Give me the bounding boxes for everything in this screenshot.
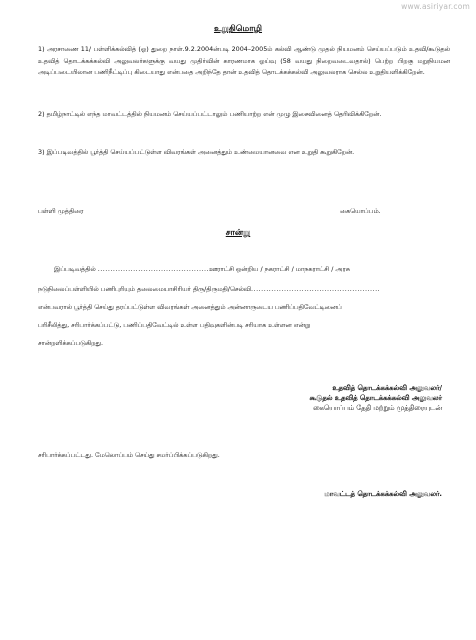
signature-label: கையொப்பம்.	[340, 207, 381, 215]
aeo-title: உதவித் தொடக்கக்கல்வி அலுவலர்/	[332, 384, 442, 392]
watermark: www.asiriyar.com	[401, 2, 470, 11]
certificate-line-1-prefix: இப்படிவத்தில்	[54, 265, 96, 273]
verified-statement: சரிபார்க்கப்பட்டது. மேலொப்பம் செய்து சமர்ப்பிக்கப்படுகிறது.	[38, 451, 220, 459]
declaration-para-3: 3) இப்படிவத்தில் பூர்த்தி செய்யப்பட்டுள்ள விவரங்கள் அனைத்தும் உண்மையானவை என உறுதி கூறுகிறேன்.	[38, 148, 355, 156]
certificate-line-1-suffix: ஊராட்சி ஒன்றிய / நகராட்சி / மாநகராட்சி / அரசு	[209, 265, 350, 273]
certificate-title: சான்று	[225, 228, 251, 238]
headmaster-name-blank: ...................................................	[251, 285, 381, 293]
aeo-signature-block	[309, 383, 442, 413]
deo-signature	[324, 489, 442, 499]
certificate-line-2	[38, 285, 380, 294]
certificate-line-1	[54, 265, 350, 274]
declaration-title: உறுதிமொழி	[213, 24, 263, 34]
declaration-para-1: 1) அரசாணை 11/ பள்ளிக்கல்வித் (ஓ) துறை நாள்.9.2.2004ன்படி 2004–2005ம் கல்வி ஆண்டு முதல் நியமனம் செய்யப்படும் உதவி/கூடுதல் உதவித் தொடக்கக்கல்வி அலுவலர்களுக்கு வயது முதிர்வின் காரணமாக ஓய்வு (58 வயது நிறைவடைவதால்) பெற்ற பிறகு மறுநியமன அடிப்படையிலான பணிநீட்டிப்பு கிடையாது என்பதை அறிந்தே தான் உதவித் தொடக்கக்கல்வி அலுவலராக செல்ல உறுதியளிக்கிறேன்.	[38, 45, 450, 76]
certificate-line-3: என்பவரால் பூர்த்தி செய்து தரப்பட்டுள்ள விவரங்கள் அனைத்தும் அன்னாருடைய பணிப்பதிவேட்டினைப்	[38, 303, 342, 311]
certificate-line-5: சான்றளிக்கப்படுகிறது.	[38, 339, 104, 347]
school-seal-label: பள்ளி முத்திரை	[38, 207, 84, 215]
additional-aeo-title: கூடுதல் உதவித் தொடக்கக்கல்வி அலுவலர்	[309, 394, 442, 402]
certificate-line-4: பரிசீலித்து, சரிபார்க்கப்பட்டு, பணிப்பதிவேட்டில் உள்ள பதிவுகளின்படி சரியாக உள்ளன என்று	[38, 321, 311, 329]
declaration-para-2: 2) தமிழ்நாட்டில் எந்த மாவட்டத்தில் நியமனம் செய்யப்பட்டாலும் பணியாற்ற என் முழு இசைவினைத் தெரிவிக்கிறேன்.	[38, 110, 382, 118]
deo-title: மாவட்டத் தொடக்கக்கல்வி அலுவலர்.	[324, 490, 442, 498]
signature-date-seal-note: கையொப்பம் தேதி மற்றும் முத்திரையுடன்	[313, 404, 442, 412]
certificate-line-2-prefix: நடுநிலைப்பள்ளியில் பணிபுரியும் தலைமையாசிரியர் திரு/திருமதி/செல்வி	[38, 285, 252, 293]
school-name-blank: ............................................	[97, 265, 210, 273]
